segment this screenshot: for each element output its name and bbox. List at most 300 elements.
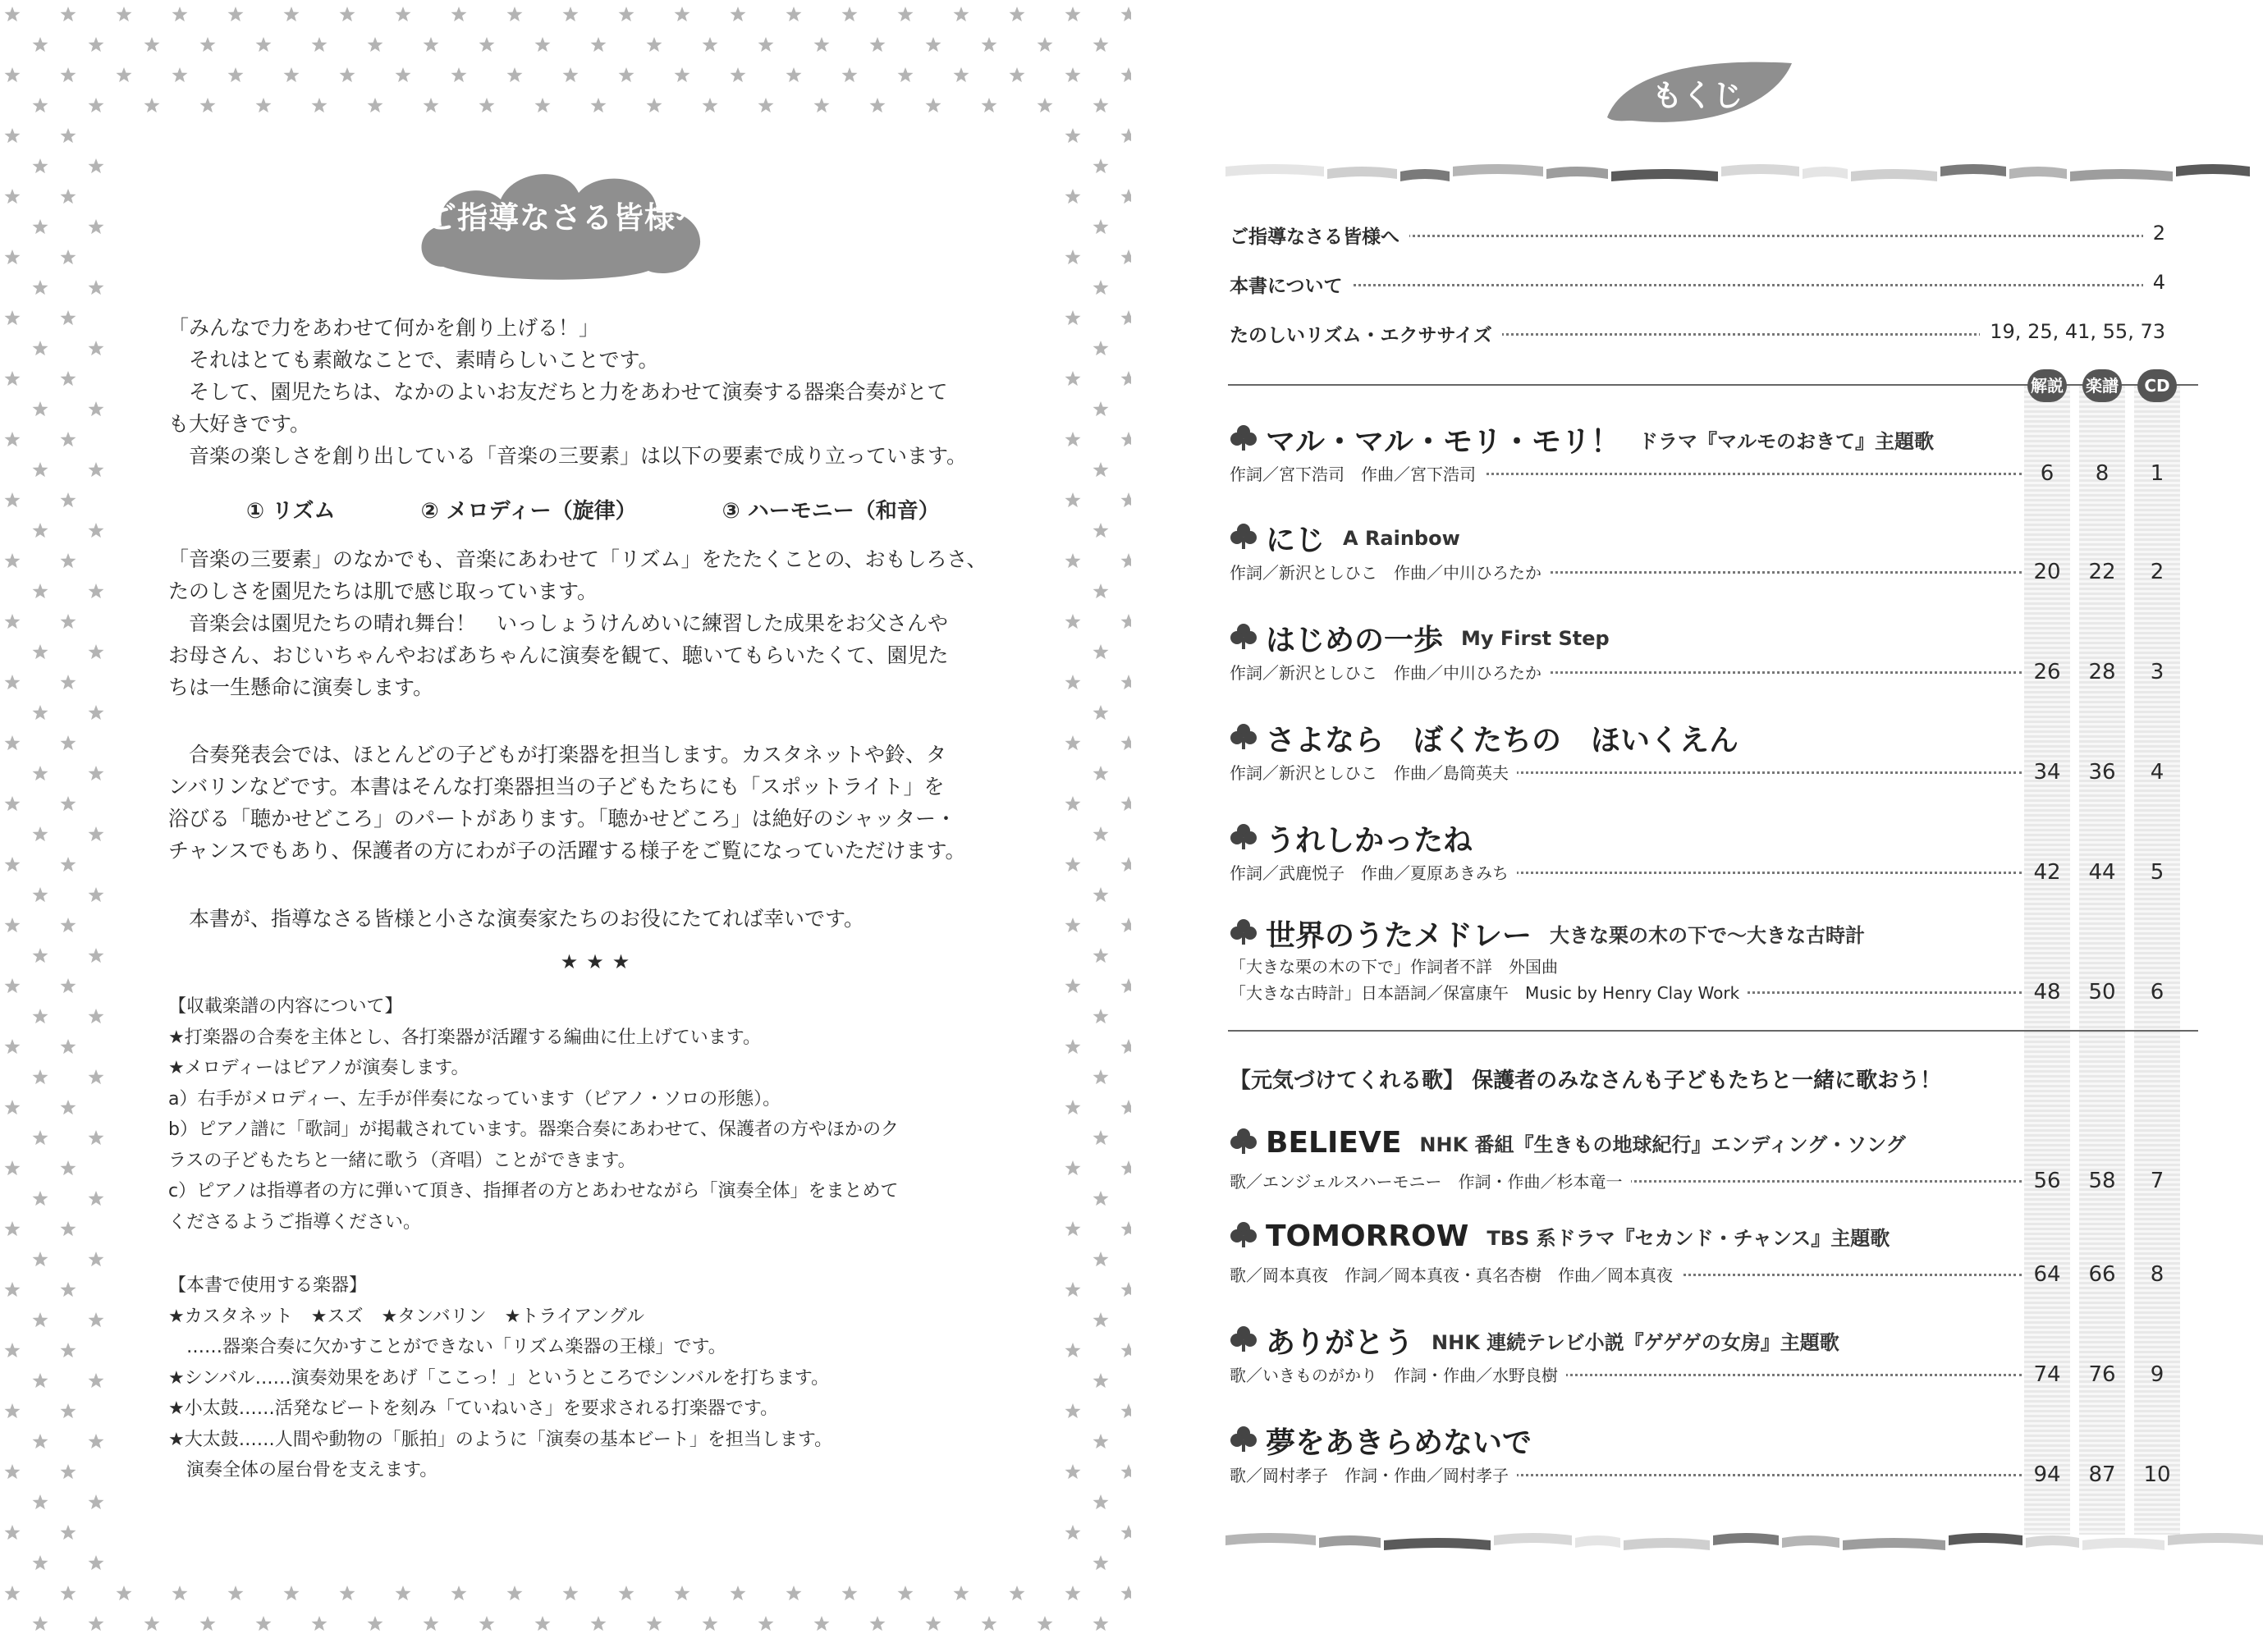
score-page: 28 — [2088, 660, 2116, 684]
star-shape — [1121, 857, 1132, 872]
star-shape — [172, 7, 188, 21]
song-credits: 作詞／新沢としひこ 作曲／中川ひろたか — [1230, 560, 1550, 583]
commentary-page: 26 — [2033, 660, 2061, 684]
star-shape — [200, 1616, 216, 1631]
bar-segment — [2176, 164, 2250, 176]
star-shape — [1065, 310, 1081, 325]
intro-paragraph — [168, 312, 1063, 472]
song-entry[interactable] — [1230, 617, 2198, 688]
star-shape — [703, 37, 718, 52]
star-shape — [1093, 341, 1109, 355]
star-shape — [61, 7, 76, 21]
star-shape — [1065, 1525, 1081, 1540]
star-shape — [61, 614, 76, 629]
star-shape — [5, 857, 21, 872]
text-line: 浴びる「聴かせどころ」のパートがあります。「聴かせどころ」は絶好のシャッター・ — [168, 807, 957, 831]
song-subtitle: NHK 番組『生きもの地球紀行』エンディング・ソング — [1419, 1133, 1906, 1156]
star-shape — [61, 553, 76, 568]
song-credits: 作詞／武鹿悦子 作曲／夏原あきみち — [1230, 860, 1517, 884]
star-shape — [591, 1616, 607, 1631]
star-shape — [870, 37, 886, 52]
star-shape — [61, 918, 76, 932]
score-page: 76 — [2088, 1362, 2116, 1387]
cd-track: 10 — [2143, 1462, 2171, 1487]
star-shape — [5, 7, 21, 21]
clover-icon — [1230, 1425, 1257, 1457]
bar-segment — [1803, 167, 1848, 179]
cd-track: 8 — [2150, 1262, 2165, 1287]
star-shape — [89, 1069, 104, 1084]
column-header-cd: CD — [2137, 369, 2177, 402]
song-entry[interactable] — [1230, 913, 2198, 1008]
song-entry[interactable] — [1230, 1320, 2198, 1390]
song-entry[interactable] — [1230, 517, 2198, 588]
star-shape — [1065, 189, 1081, 204]
song-title: BELIEVE — [1266, 1126, 1402, 1160]
star-shape — [33, 1494, 48, 1509]
star-shape — [33, 158, 48, 173]
closing-paragraph — [168, 903, 1063, 935]
star-shape — [89, 1252, 104, 1266]
star-shape — [1093, 523, 1109, 538]
star-shape — [5, 1343, 21, 1357]
star-shape — [172, 67, 188, 82]
toc-entry[interactable] — [1230, 271, 2165, 304]
text-line: c）ピアノは指導者の方に弾いて頂き、指揮者の方とあわせながら「演奏全体」をまとめて — [168, 1181, 899, 1201]
star-shape — [1065, 1160, 1081, 1175]
star-shape — [33, 644, 48, 659]
star-shape — [89, 766, 104, 780]
star-shape — [89, 341, 104, 355]
genki-bracket-label: 【元気づけてくれる歌】 — [1230, 1069, 1465, 1093]
star-shape — [982, 37, 997, 52]
star-shape — [89, 644, 104, 659]
star-shape — [619, 7, 634, 21]
star-shape — [786, 67, 802, 82]
star-shape — [5, 1525, 21, 1540]
song-credits: 作詞／宮下浩司 作曲／宮下浩司 — [1230, 461, 1484, 485]
star-shape — [1121, 128, 1132, 143]
star-shape — [228, 7, 244, 21]
star-shape — [61, 1464, 76, 1479]
bar-segment — [1624, 1538, 1710, 1550]
star-shape — [1093, 705, 1109, 720]
star-shape — [814, 98, 830, 112]
right-page-contents — [1131, 0, 2263, 1652]
star-shape — [1065, 857, 1081, 872]
score-page: 36 — [2088, 760, 2116, 785]
three-elements-list — [246, 494, 985, 524]
star-shape — [1065, 1464, 1081, 1479]
star-shape — [1065, 1100, 1081, 1114]
clover-icon — [1230, 823, 1257, 854]
star-shape — [89, 462, 104, 477]
song-credits: 歌／いきものがかり 作詞・作曲／水野良樹 — [1230, 1362, 1566, 1386]
star-shape — [814, 37, 830, 52]
star-shape — [33, 280, 48, 295]
star-separator: ★★★ — [560, 950, 639, 973]
bar-segment — [1843, 1538, 1945, 1550]
star-shape — [647, 98, 662, 112]
star-shape — [61, 1221, 76, 1236]
star-shape — [1065, 735, 1081, 750]
text-line: ★シンバル……演奏効果をあげ「ここっ！」というところでシンバルを打ちます。 — [168, 1367, 830, 1389]
star-shape — [1065, 553, 1081, 568]
star-shape — [5, 614, 21, 629]
song-entry[interactable] — [1230, 1126, 2198, 1197]
star-shape — [1093, 401, 1109, 416]
bar-segment — [2026, 1535, 2079, 1548]
star-shape — [1121, 189, 1132, 204]
star-shape — [703, 1616, 718, 1631]
bar-segment — [2168, 1533, 2263, 1545]
text-line: 演奏全体の屋台骨を支えます。 — [168, 1460, 438, 1480]
star-shape — [703, 98, 718, 112]
star-shape — [1065, 1221, 1081, 1236]
star-shape — [926, 37, 941, 52]
text-line: 「音楽の三要素」のなかでも、音楽にあわせて「リズム」をたたくことの、おもしろさ、 — [168, 547, 987, 571]
star-shape — [5, 1100, 21, 1114]
element-rhythm: ① リズム — [246, 499, 336, 524]
star-shape — [33, 705, 48, 720]
section-heading: 【収載楽譜の内容について】 — [168, 996, 403, 1017]
star-shape — [1093, 219, 1109, 234]
star-shape — [284, 1586, 300, 1600]
clover-icon — [1230, 523, 1257, 554]
star-shape — [396, 7, 411, 21]
star-shape — [1038, 98, 1053, 112]
star-shape — [33, 948, 48, 963]
star-shape — [5, 189, 21, 204]
text-line: そして、園児たちは、なかのよいお友だちと力をあわせて演奏する器楽合奏がとて — [168, 380, 948, 404]
song-subtitle: NHK 連続テレビ小説『ゲゲゲの女房』主題歌 — [1432, 1331, 1839, 1354]
star-shape — [535, 98, 551, 112]
star-shape — [1065, 978, 1081, 993]
score-page: 58 — [2088, 1169, 2116, 1193]
song-entry[interactable] — [1230, 419, 2198, 489]
star-shape — [731, 1586, 746, 1600]
text-line: 合奏発表会では、ほとんどの子どもが打楽器を担当します。カスタネットや鈴、タ — [168, 743, 947, 767]
star-shape — [507, 1586, 523, 1600]
genki-subtitle: 保護者のみなさんも子どもたちと一緒に歌おう！ — [1472, 1069, 1942, 1093]
star-shape — [424, 98, 439, 112]
text-line: b）ピアノ譜に「歌詞」が掲載されています。器楽合奏にあわせて、保護者の方やほかのク — [168, 1119, 900, 1140]
star-shape — [1093, 826, 1109, 841]
toc-entry[interactable] — [1230, 320, 2165, 353]
star-shape — [1065, 492, 1081, 507]
star-shape — [786, 7, 802, 21]
star-shape — [1065, 1586, 1081, 1600]
star-shape — [33, 826, 48, 841]
song-credits: 「大きな古時計」日本語詞／保富康午 Music by Henry Clay Work — [1230, 980, 1748, 1004]
star-shape — [1121, 553, 1132, 568]
commentary-page: 94 — [2033, 1462, 2061, 1487]
star-shape — [1010, 1586, 1025, 1600]
star-shape — [5, 128, 21, 143]
star-shape — [954, 67, 969, 82]
text-line: チャンスでもあり、保護者の方にわが子の活躍する様子をご覧になっていただけます。 — [168, 839, 966, 863]
score-page: 44 — [2088, 860, 2116, 885]
song-title: うれしかったね — [1266, 824, 1473, 858]
bar-segment — [1327, 167, 1397, 179]
star-shape — [33, 98, 48, 112]
star-shape — [563, 1586, 579, 1600]
clover-icon — [1230, 723, 1257, 754]
star-shape — [647, 1616, 662, 1631]
instruments-section — [168, 1270, 1063, 1486]
song-entry[interactable] — [1230, 1220, 2198, 1290]
star-shape — [898, 67, 914, 82]
star-shape — [675, 67, 690, 82]
star-shape — [1121, 1282, 1132, 1297]
score-page: 8 — [2095, 461, 2110, 486]
cd-track: 7 — [2150, 1169, 2165, 1193]
column-header-score: 楽譜 — [2082, 369, 2122, 402]
commentary-page: 20 — [2033, 560, 2061, 584]
star-shape — [5, 492, 21, 507]
star-shape — [256, 1616, 272, 1631]
star-shape — [1093, 1252, 1109, 1266]
bar-segment — [1400, 169, 1450, 181]
star-shape — [5, 735, 21, 750]
bar-segment — [1453, 164, 1543, 176]
star-shape — [5, 432, 21, 446]
bar-segment — [1319, 1535, 1381, 1548]
star-shape — [89, 826, 104, 841]
column-header-commentary: 解説 — [2027, 369, 2067, 402]
star-shape — [1093, 1069, 1109, 1084]
star-shape — [1093, 1555, 1109, 1570]
star-shape — [144, 37, 160, 52]
star-shape — [33, 1191, 48, 1206]
star-shape — [1121, 735, 1132, 750]
star-shape — [61, 67, 76, 82]
commentary-page: 74 — [2033, 1362, 2061, 1387]
star-shape — [284, 7, 300, 21]
star-shape — [61, 675, 76, 689]
star-shape — [368, 1616, 383, 1631]
text-line: ラスの子どもたちと一緒に歌う（斉唱）ことができます。 — [168, 1150, 636, 1171]
star-shape — [870, 1616, 886, 1631]
star-shape — [33, 1434, 48, 1448]
bar-segment — [1949, 1533, 2022, 1545]
star-shape — [33, 1252, 48, 1266]
star-shape — [61, 249, 76, 264]
song-subtitle: ドラマ『マルモのおきて』主題歌 — [1638, 430, 1935, 453]
star-shape — [33, 1312, 48, 1327]
star-shape — [731, 67, 746, 82]
star-shape — [451, 7, 467, 21]
star-shape — [1093, 766, 1109, 780]
star-shape — [340, 1586, 355, 1600]
star-shape — [1121, 67, 1132, 82]
star-shape — [535, 1616, 551, 1631]
clover-icon — [1230, 1128, 1257, 1159]
cd-track: 4 — [2150, 760, 2165, 785]
score-page: 22 — [2088, 560, 2116, 584]
toc-entry-page: 4 — [2143, 271, 2165, 294]
text-line: ンバリンなどです。本書はそんな打楽器担当の子どもたちにも「スポットライト」を — [168, 775, 945, 799]
element-melody: ② メロディー（旋律） — [420, 499, 637, 524]
bar-segment — [2082, 1538, 2165, 1550]
star-shape — [1093, 1616, 1109, 1631]
star-shape — [61, 492, 76, 507]
star-shape — [1010, 67, 1025, 82]
song-entry[interactable] — [1230, 817, 2198, 888]
star-shape — [61, 1525, 76, 1540]
star-shape — [1121, 1039, 1132, 1054]
star-shape — [1121, 1586, 1132, 1600]
text-line: くださるようご指導ください。 — [168, 1211, 422, 1233]
clover-icon — [1230, 623, 1257, 654]
star-shape — [33, 341, 48, 355]
star-shape — [61, 1282, 76, 1297]
star-shape — [479, 98, 495, 112]
star-shape — [926, 98, 941, 112]
star-shape — [89, 401, 104, 416]
star-shape — [1121, 432, 1132, 446]
text-line: お母さん、おじいちゃんやおばあちゃんに演奏を観て、聴いてもらいたくて、園児た — [168, 643, 949, 667]
star-shape — [89, 1555, 104, 1570]
toc-entry-page: 2 — [2143, 222, 2165, 245]
bar-segment — [1782, 1535, 1839, 1548]
star-shape — [1121, 918, 1132, 932]
text-line: ★大太鼓……人間や動物の「脈拍」のように「演奏の基本ビート」を担当します。 — [168, 1429, 833, 1450]
song-credits: 歌／岡本真夜 作詞／岡本真夜・真名杏樹 作曲／岡本真夜 — [1230, 1262, 1681, 1286]
star-shape — [1065, 796, 1081, 811]
clover-icon — [1230, 918, 1257, 950]
song-title: にじ — [1266, 524, 1326, 557]
toc-entry[interactable] — [1230, 222, 2165, 254]
divider-line — [1228, 1030, 2198, 1032]
score-contents-section — [168, 991, 1063, 1238]
star-shape — [1121, 1221, 1132, 1236]
star-shape — [5, 371, 21, 386]
element-harmony: ③ ハーモニー（和音） — [722, 499, 940, 524]
star-shape — [144, 98, 160, 112]
star-shape — [898, 1586, 914, 1600]
song-title: TOMORROW — [1266, 1220, 1469, 1253]
star-shape — [61, 1403, 76, 1418]
star-shape — [33, 37, 48, 52]
star-shape — [340, 7, 355, 21]
song-title: さよなら ぼくたちの ほいくえん — [1266, 724, 1739, 757]
star-shape — [786, 1586, 802, 1600]
bar-segment — [1611, 169, 1718, 181]
star-shape — [1065, 128, 1081, 143]
bar-segment — [1384, 1538, 1491, 1550]
star-shape — [61, 128, 76, 143]
bar-segment — [2009, 167, 2067, 179]
commentary-page: 64 — [2033, 1262, 2061, 1287]
star-shape — [61, 1039, 76, 1054]
star-shape — [1121, 1525, 1132, 1540]
star-shape — [1121, 796, 1132, 811]
star-shape — [1093, 1434, 1109, 1448]
star-shape — [1065, 1403, 1081, 1418]
commentary-page: 42 — [2033, 860, 2061, 885]
star-shape — [814, 1616, 830, 1631]
song-entry[interactable] — [1230, 717, 2198, 788]
star-shape — [172, 1586, 188, 1600]
star-shape — [591, 37, 607, 52]
star-shape — [1093, 644, 1109, 659]
star-shape — [33, 523, 48, 538]
star-shape — [89, 1434, 104, 1448]
star-shape — [33, 583, 48, 598]
clover-icon — [1230, 424, 1257, 455]
cd-track: 1 — [2150, 461, 2165, 486]
star-shape — [89, 1191, 104, 1206]
star-shape — [1038, 1616, 1053, 1631]
star-shape — [619, 1586, 634, 1600]
text-line: ★打楽器の合奏を主体とし、各打楽器が活躍する編曲に仕上げています。 — [168, 1027, 761, 1048]
star-shape — [89, 523, 104, 538]
star-shape — [1093, 98, 1109, 112]
star-shape — [5, 553, 21, 568]
star-shape — [312, 98, 328, 112]
star-shape — [1065, 67, 1081, 82]
text-line: ちは一生懸命に演奏します。 — [168, 675, 434, 699]
song-title: 夢をあきらめないで — [1266, 1426, 1532, 1460]
bar-segment — [1851, 169, 1937, 181]
star-shape — [1065, 371, 1081, 386]
star-shape — [200, 98, 216, 112]
star-shape — [982, 1616, 997, 1631]
bar-segment — [1940, 164, 2006, 176]
song-entry[interactable] — [1230, 1420, 2198, 1490]
star-shape — [1093, 1312, 1109, 1327]
star-shape — [842, 67, 858, 82]
song-title: はじめの一歩 — [1266, 624, 1444, 657]
star-shape — [5, 796, 21, 811]
clover-icon — [1230, 1325, 1257, 1357]
text-line: も大好きです。 — [168, 412, 311, 436]
star-shape — [284, 67, 300, 82]
score-page: 66 — [2088, 1262, 2116, 1287]
star-shape — [89, 1616, 104, 1631]
star-shape — [200, 37, 216, 52]
star-shape — [563, 7, 579, 21]
star-shape — [368, 37, 383, 52]
text-line: ★カスタネット ★スズ ★タンバリン ★トライアングル — [168, 1306, 645, 1327]
song-subtitle: TBS 系ドラマ『セカンド・チャンス』主題歌 — [1487, 1227, 1890, 1250]
star-shape — [479, 1616, 495, 1631]
star-shape — [842, 1586, 858, 1600]
star-shape — [5, 67, 21, 82]
star-shape — [61, 1343, 76, 1357]
text-line: 音楽の楽しさを創り出している「音楽の三要素」は以下の要素で成り立っています。 — [168, 444, 968, 468]
star-shape — [144, 1616, 160, 1631]
star-shape — [1065, 249, 1081, 264]
song-title: ありがとう — [1266, 1326, 1414, 1360]
star-shape — [1093, 583, 1109, 598]
star-shape — [340, 67, 355, 82]
star-shape — [647, 37, 662, 52]
star-shape — [33, 401, 48, 416]
star-shape — [89, 948, 104, 963]
star-shape — [1065, 1282, 1081, 1297]
star-shape — [5, 918, 21, 932]
text-line: それはとても素敵なことで、素晴らしいことです。 — [168, 348, 659, 372]
bar-segment — [2070, 169, 2173, 181]
star-shape — [117, 67, 132, 82]
star-shape — [758, 37, 774, 52]
star-shape — [61, 371, 76, 386]
star-shape — [61, 189, 76, 204]
star-shape — [731, 7, 746, 21]
star-shape — [758, 1616, 774, 1631]
